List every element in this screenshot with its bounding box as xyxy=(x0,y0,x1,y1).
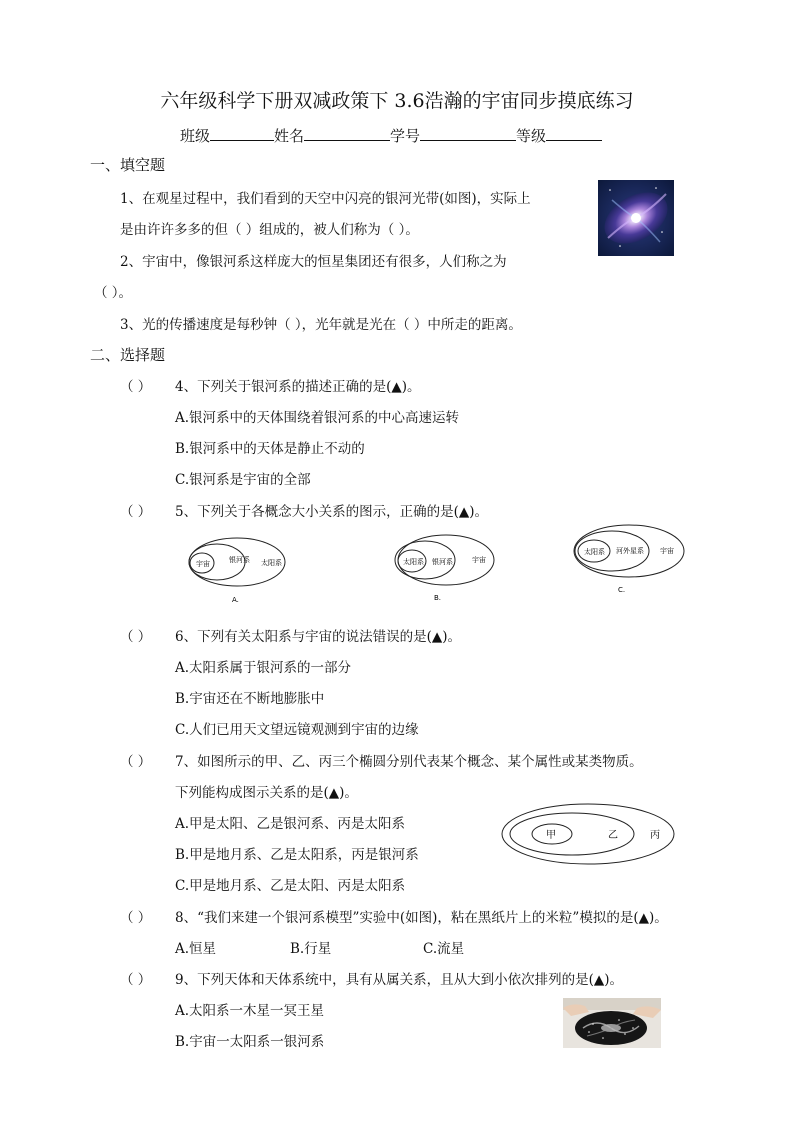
q5a-middle-label: 银河系 xyxy=(229,556,250,564)
q5a-outer-label: 太阳系 xyxy=(261,559,282,567)
galaxy-model-photo xyxy=(563,998,661,1048)
q8-option-a[interactable]: A.恒星 xyxy=(175,941,217,957)
q6-option-a[interactable]: A.太阳系属于银河系的一部分 xyxy=(175,660,352,676)
galaxy-image xyxy=(598,180,674,256)
question-1-line-2: 是由许许多多的但（ ）组成的，被人们称为（ ）。 xyxy=(120,222,419,238)
answer-paren-q4[interactable]: （ ） xyxy=(120,379,152,395)
name-label: 姓名 xyxy=(274,127,305,145)
number-label: 学号 xyxy=(390,127,421,145)
q4-option-c[interactable]: C.银河系是宇宙的全部 xyxy=(175,472,311,488)
q5c-middle-label: 河外星系 xyxy=(616,547,644,555)
answer-paren-q6[interactable]: （ ） xyxy=(120,629,152,645)
question-8: 8、“我们来建一个银河系模型”实验中(如图)，粘在黑纸片上的米粒”模拟的是(▲)。 xyxy=(175,910,668,926)
answer-paren-q8[interactable]: （ ） xyxy=(120,910,152,926)
q5-diagram-a[interactable] xyxy=(185,532,295,604)
number-blank[interactable] xyxy=(420,126,516,141)
class-label: 班级 xyxy=(180,127,211,145)
q5-diagram-b[interactable] xyxy=(392,530,502,602)
section-heading-fill-blank: 一、填空题 xyxy=(90,156,166,174)
answer-paren-q5[interactable]: （ ） xyxy=(120,504,152,520)
q7-option-c[interactable]: C.甲是地月系、乙是太阳、丙是太阳系 xyxy=(175,878,406,894)
question-5: 5、下列关于各概念大小关系的图示，正确的是(▲)。 xyxy=(175,504,489,520)
q7-option-b[interactable]: B.甲是地月系、乙是太阳系，丙是银河系 xyxy=(175,847,419,863)
q5-diagram-c[interactable] xyxy=(570,521,688,595)
q5b-tag: B. xyxy=(434,594,442,602)
question-3: 3、光的传播速度是每秒钟（ ），光年就是光在（ ）中所走的距离。 xyxy=(120,317,522,333)
question-2-line-2: （ ）。 xyxy=(94,285,133,301)
name-blank[interactable] xyxy=(304,126,390,141)
question-1-line-1: 1、在观星过程中，我们看到的天空中闪亮的银河光带(如图)，实际上 xyxy=(120,191,531,207)
class-blank[interactable] xyxy=(210,126,274,141)
q5a-inner-label: 宇宙 xyxy=(196,560,210,568)
q5b-outer-label: 宇宙 xyxy=(472,556,486,564)
q6-option-b[interactable]: B.宇宙还在不断地膨胀中 xyxy=(175,691,325,707)
question-7-line-2: 下列能构成图示关系的是(▲)。 xyxy=(175,785,358,801)
q4-option-a[interactable]: A.银河系中的天体围绕着银河系的中心高速运转 xyxy=(175,410,460,426)
question-2-line-1: 2、宇宙中，像银河系这样庞大的恒星集团还有很多，人们称之为 xyxy=(120,254,507,270)
question-9: 9、下列天体和天体系统中，具有从属关系，且从大到小依次排列的是(▲)。 xyxy=(175,972,624,988)
grade-blank[interactable] xyxy=(546,126,602,141)
q7-outer-label: 丙 xyxy=(650,830,660,841)
q7-middle-label: 乙 xyxy=(608,830,618,841)
q9-option-a[interactable]: A.太阳系一木星一冥王星 xyxy=(175,1003,325,1019)
q4-option-b[interactable]: B.银河系中的天体是静止不动的 xyxy=(175,441,365,457)
q5b-middle-label: 银河系 xyxy=(432,558,453,566)
q7-inner-label: 甲 xyxy=(546,830,556,841)
q5a-tag: A. xyxy=(232,596,239,604)
q5c-tag: C. xyxy=(618,586,626,594)
question-6: 6、下列有关太阳系与宇宙的说法错误的是(▲)。 xyxy=(175,629,462,645)
q7-nested-ellipse-diagram xyxy=(500,802,680,872)
q6-option-c[interactable]: C.人们已用天文望远镜观测到宇宙的边缘 xyxy=(175,722,419,738)
answer-paren-q9[interactable]: （ ） xyxy=(120,972,152,988)
q7-option-a[interactable]: A.甲是太阳、乙是银河系、丙是太阳系 xyxy=(175,816,406,832)
answer-paren-q7[interactable]: （ ） xyxy=(120,754,152,770)
q5c-outer-label: 宇宙 xyxy=(660,547,674,555)
student-info-line xyxy=(180,125,602,146)
grade-label: 等级 xyxy=(516,127,547,145)
question-7-line-1: 7、如图所示的甲、乙、丙三个椭圆分别代表某个概念、某个属性或某类物质。 xyxy=(175,754,643,770)
q8-option-b[interactable]: B.行星 xyxy=(290,941,332,957)
q5b-inner-label: 太阳系 xyxy=(403,558,424,566)
section-heading-choice: 二、选择题 xyxy=(90,346,166,364)
question-4: 4、下列关于银河系的描述正确的是(▲)。 xyxy=(175,379,421,395)
q9-option-b[interactable]: B.宇宙一太阳系一银河系 xyxy=(175,1034,325,1050)
q8-option-c[interactable]: C.流星 xyxy=(423,941,465,957)
q5c-inner-label: 太阳系 xyxy=(584,548,605,556)
page-title: 六年级科学下册双减政策下 3.6浩瀚的宇宙同步摸底练习 xyxy=(160,90,634,112)
